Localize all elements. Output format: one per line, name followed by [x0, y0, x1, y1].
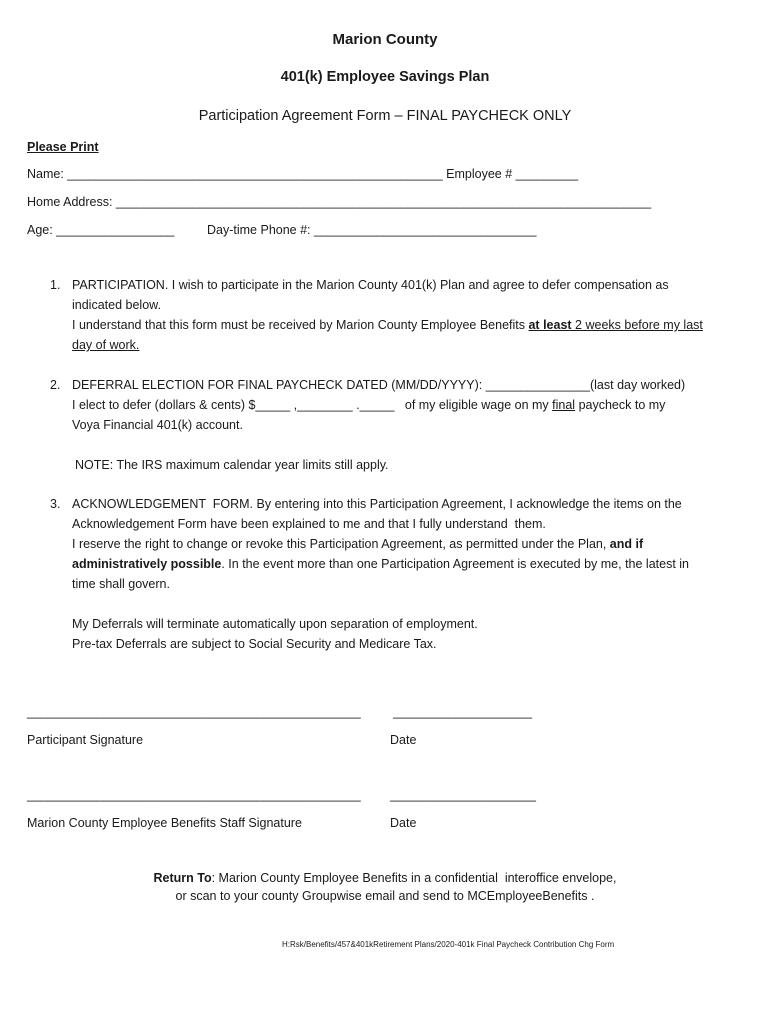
final-emphasis: final: [552, 398, 576, 412]
plan-title: 401(k) Employee Savings Plan: [280, 69, 490, 85]
staff-date-label: Date: [390, 816, 417, 830]
form-title: Participation Agreement Form – FINAL PAYCHECK ONLY: [198, 108, 572, 124]
section-3-number: 3.: [50, 497, 61, 511]
section-1-line-3-post: 2 weeks before my last: [571, 318, 703, 332]
section-1-line-3-pre: I understand that this form must be received by Marion County Employee Benefits: [72, 318, 529, 332]
section-1-line-3: [72, 318, 703, 332]
section-1-line-4: day of work.: [72, 338, 140, 352]
staff-signature-line[interactable]: ________________________________________________: [27, 788, 361, 802]
participant-date-label: Date: [390, 733, 417, 747]
return-to-line-2: or scan to your county Groupwise email and send to MCEmployeeBenefits .: [175, 889, 595, 903]
section-3-line-7: Pre-tax Deferrals are subject to Social Security and Medicare Tax.: [72, 637, 437, 651]
section-2-number: 2.: [50, 378, 61, 392]
footer-file-path: H:Rsk/Benefits/457&401kRetirement Plans/2020-401k Final Paycheck Contribution Chg Form: [282, 940, 615, 949]
section-3-line-2: Acknowledgement Form have been explained to me and that I fully understand them.: [72, 517, 546, 531]
section-3-line-6: My Deferrals will terminate automatically upon separation of employment.: [72, 617, 478, 631]
and-if-emphasis: and if: [609, 537, 644, 551]
return-to-line-1: [0, 871, 770, 885]
home-address-field[interactable]: Home Address: _____________________________________________________________________________: [27, 195, 652, 209]
section-3-line-5: time shall govern.: [72, 577, 170, 591]
section-1-line-2: indicated below.: [72, 298, 161, 312]
section-3-line-3-pre: I reserve the right to change or revoke this Participation Agreement, as permitted under the Plan,: [72, 537, 610, 551]
staff-signature-label: Marion County Employee Benefits Staff Signature: [27, 816, 302, 830]
deferral-amount-field[interactable]: [72, 398, 665, 412]
section-3-line-4: [72, 557, 689, 571]
deferral-date-field[interactable]: DEFERRAL ELECTION FOR FINAL PAYCHECK DATED (MM/DD/YYYY): _______________(last day worked): [72, 378, 686, 392]
staff-date-line[interactable]: _____________________: [390, 788, 536, 802]
deferral-amount-pre: I elect to defer (dollars & cents) $_____ ,________ ._____ of my eligible wage on my: [72, 398, 553, 412]
participant-signature-line[interactable]: ________________________________________________: [27, 705, 361, 719]
age-field[interactable]: Age: _________________: [27, 223, 175, 237]
county-title: Marion County: [332, 31, 438, 48]
section-3-line-3: [72, 537, 643, 551]
section-3-line-4-post: . In the event more than one Participation Agreement is executed by me, the latest in: [221, 557, 689, 571]
deferral-amount-post: paycheck to my: [575, 398, 666, 412]
name-employee-field[interactable]: Name: ______________________________________________________ Employee # _________: [27, 167, 579, 181]
section-1-number: 1.: [50, 278, 61, 292]
at-least-emphasis: at least: [528, 318, 572, 332]
return-to-text: : Marion County Employee Benefits in a confidential interoffice envelope,: [211, 871, 617, 885]
section-3-line-1: ACKNOWLEDGEMENT FORM. By entering into this Participation Agreement, I acknowledge the items on the: [72, 497, 682, 511]
return-to-label: Return To: [153, 871, 212, 885]
section-1-line-1: PARTICIPATION. I wish to participate in the Marion County 401(k) Plan and agree to defer compensation as: [72, 278, 669, 292]
please-print-label: Please Print: [27, 140, 99, 154]
administratively-possible-emphasis: administratively possible: [72, 557, 222, 571]
participant-signature-label: Participant Signature: [27, 733, 144, 747]
irs-note: NOTE: The IRS maximum calendar year limits still apply.: [75, 458, 389, 472]
phone-field[interactable]: Day-time Phone #: ________________________________: [207, 223, 537, 237]
section-2-line-3: Voya Financial 401(k) account.: [72, 418, 243, 432]
participant-date-line[interactable]: ____________________: [393, 705, 533, 719]
